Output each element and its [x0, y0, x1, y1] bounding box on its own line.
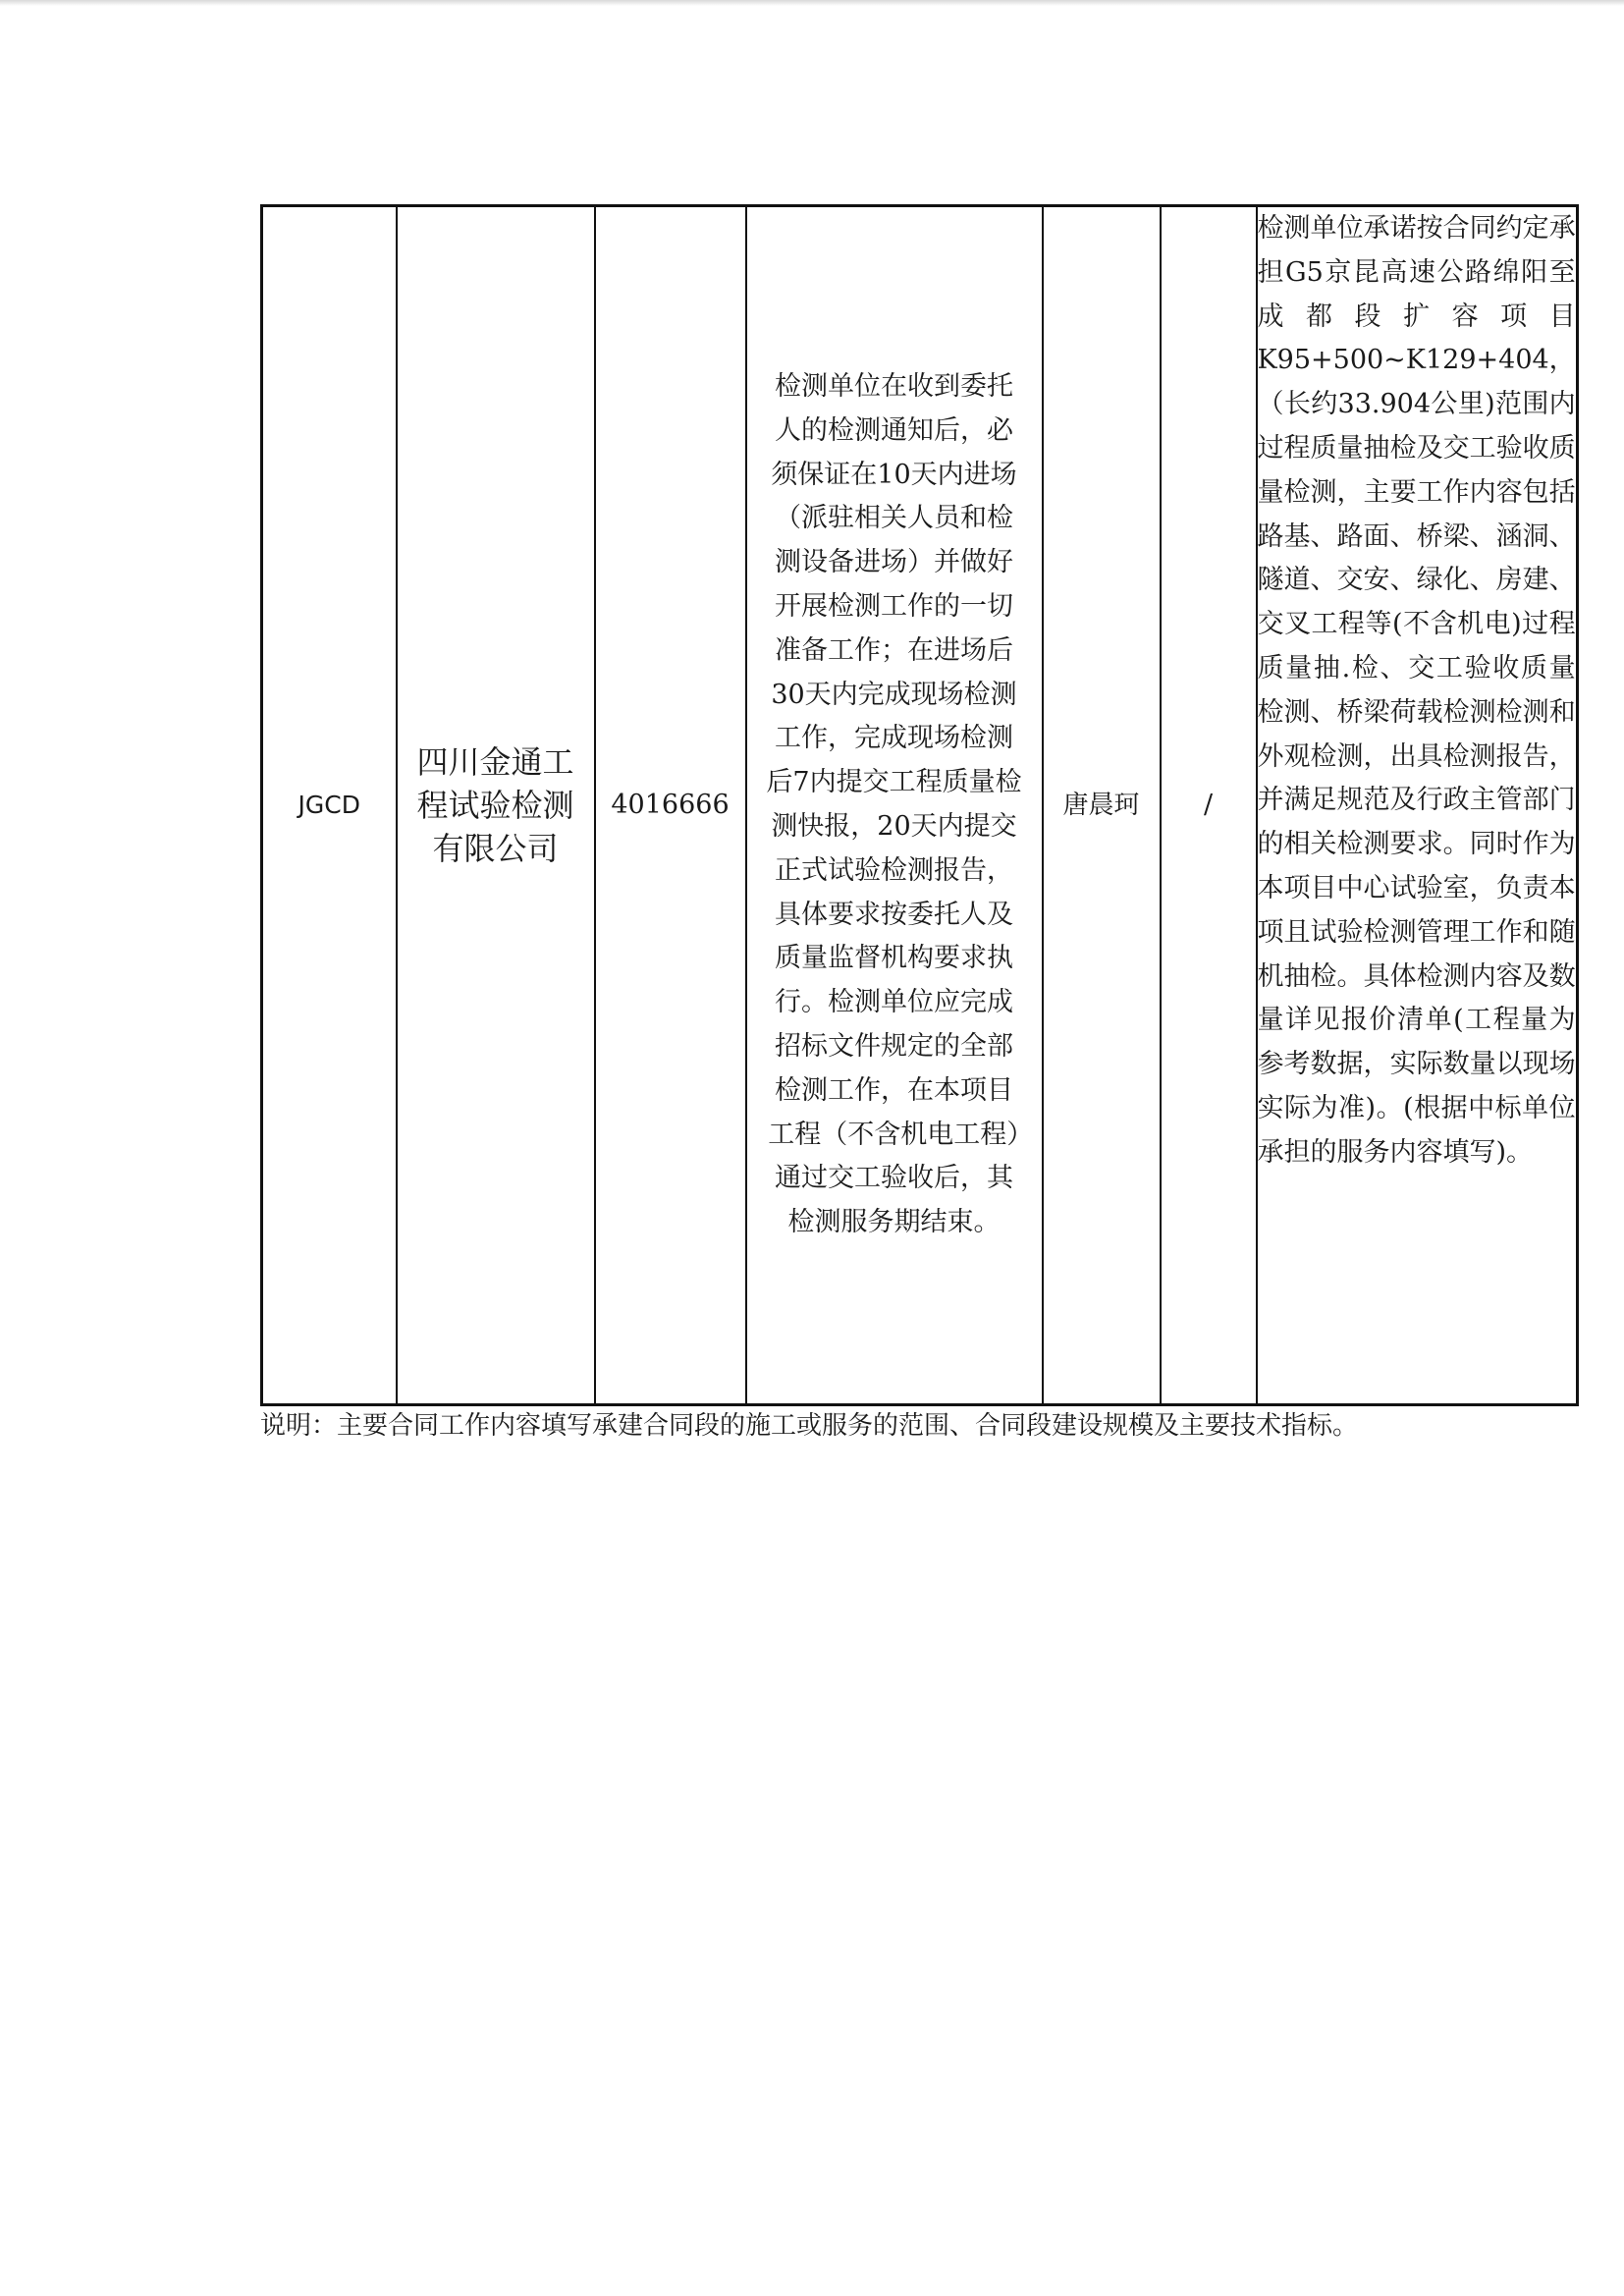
person-cell — [1043, 206, 1161, 1405]
code-cell — [262, 206, 397, 1405]
responsible-person: 唐晨珂 — [1062, 790, 1140, 820]
contract-table — [260, 204, 1579, 1406]
service-requirements: 检测单位在收到委托人的检测通知后，必须保证在10天内进场（派驻相关人员和检测设备进场）并做好开展检测工作的一切准备工作；在进场后30天内完成现场检测工作，完成现场检测后7内提交工程质量检测快报，20天内提交正式试验检测报告，具体要求按委托人及质量监督机构要求执行。检测单位应完成招标文件规定的全部检测工作，在本项目工程（不含机电工程）通过交工验收后，其检测服务期结束。 — [766, 371, 1022, 1238]
requirements-cell — [746, 206, 1043, 1405]
contract-number: 4016666 — [611, 789, 730, 820]
other-value: / — [1203, 789, 1214, 820]
content-cell — [1257, 206, 1578, 1405]
company-name: 四川金通工程试验检测有限公司 — [416, 743, 574, 867]
company-cell — [397, 206, 595, 1405]
work-content: 检测单位承诺按合同约定承担G5京昆高速公路绵阳至成都段扩容项目K95+500~K129+404，（长约33.904公里)范围内过程质量抽检及交工验收质量检测，主要工作内容包括路基、路面、桥梁、涵洞、隧道、交安、绿化、房建、交叉工程等(不含机电)过程质量抽.检、交工验收质量检测、桥梁荷载检测检测和外观检测，出具检测报告，并满足规范及行政主管部门的相关检测要求。同时作为本项目中心试验室，负责本项且试验检测管理工作和随机抽检。具体检测内容及数量详见报价清单(工程量为参考数据，实际数量以现场实际为准)。(根据中标单位承担的服务内容填写)。 — [1257, 213, 1576, 1168]
number-cell — [595, 206, 746, 1405]
contract-code: JGCD — [298, 790, 360, 819]
table-row — [262, 206, 1578, 1405]
other-cell — [1161, 206, 1257, 1405]
table-note: 说明：主要合同工作内容填写承建合同段的施工或服务的范围、合同段建设规模及主要技术指标。 — [260, 1411, 1359, 1441]
scan-edge-shadow — [0, 0, 1624, 6]
